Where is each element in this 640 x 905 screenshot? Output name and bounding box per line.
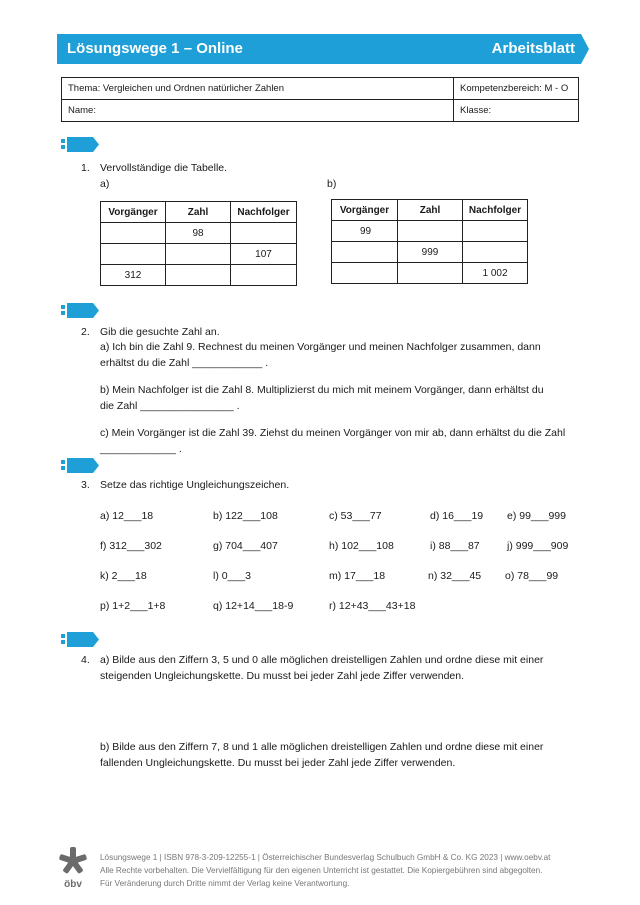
logo-text: öbv bbox=[64, 879, 82, 889]
footer-line-3: Für Veränderung durch Dritte nimmt der Verlag keine Verantwortung. bbox=[100, 879, 350, 888]
table-a-cell: 312 bbox=[101, 265, 166, 286]
task-marker-1 bbox=[61, 137, 99, 152]
inequality-item[interactable]: l) 0___3 bbox=[213, 570, 251, 582]
table-a-cell: 107 bbox=[231, 244, 297, 265]
class-cell[interactable]: Klasse: bbox=[454, 100, 579, 122]
task2-prompt: Gib die gesuchte Zahl an. bbox=[100, 326, 220, 338]
table-a-cell[interactable] bbox=[231, 223, 297, 244]
inequality-item[interactable]: k) 2___18 bbox=[100, 570, 147, 582]
table-a-cell[interactable] bbox=[166, 244, 231, 265]
competence-cell: Kompetenzbereich: M - O bbox=[454, 78, 579, 100]
table-b-cell[interactable] bbox=[398, 263, 463, 284]
header-banner bbox=[57, 34, 585, 64]
table-b bbox=[331, 199, 528, 284]
header-doc-type: Arbeitsblatt bbox=[491, 40, 575, 57]
task3-number: 3. bbox=[81, 479, 90, 491]
task1-a-label: a) bbox=[100, 178, 110, 190]
inequality-item[interactable]: o) 78___99 bbox=[505, 570, 559, 582]
table-b-cell[interactable] bbox=[463, 242, 528, 263]
inequality-item[interactable]: c) 53___77 bbox=[329, 510, 382, 522]
table-b-cell: 999 bbox=[398, 242, 463, 263]
topic-cell: Thema: Vergleichen und Ordnen natürlicher Zahlen bbox=[62, 78, 454, 100]
task2-b-line2: die Zahl ________________ . bbox=[100, 400, 240, 412]
table-a-cell[interactable] bbox=[101, 244, 166, 265]
footer-line-1: Lösungswege 1 | ISBN 978-3-209-12255-1 | Österreichischer Bundesverlag Schulbuch GmbH & Co. KG 2023 | www.oebv.at bbox=[100, 853, 551, 862]
task4-a-line2: steigenden Ungleichungskette. Du musst bei jeder Zahl jede Ziffer verwenden. bbox=[100, 670, 465, 682]
header-predecessor: Vorgänger bbox=[101, 202, 166, 223]
table-b-cell[interactable] bbox=[332, 242, 398, 263]
publisher-logo bbox=[56, 847, 90, 889]
task2-b-line1: b) Mein Nachfolger ist die Zahl 8. Multiplizierst du mich mit meinem Vorgänger, dann erhältst du bbox=[100, 384, 544, 396]
table-b-cell[interactable] bbox=[398, 221, 463, 242]
inequality-item[interactable]: r) 12+43___43+18 bbox=[329, 600, 416, 612]
inequality-item[interactable]: a) 12___18 bbox=[100, 510, 154, 522]
inequality-item[interactable]: i) 88___87 bbox=[430, 540, 480, 552]
task-marker-2 bbox=[61, 303, 99, 318]
task2-number: 2. bbox=[81, 326, 90, 338]
task1-number: 1. bbox=[81, 162, 90, 174]
header-number: Zahl bbox=[166, 202, 231, 223]
task1-prompt: Vervollständige die Tabelle. bbox=[100, 162, 228, 174]
table-a-cell[interactable] bbox=[101, 223, 166, 244]
oebv-logo-icon bbox=[56, 847, 90, 889]
inequality-item[interactable]: h) 102___108 bbox=[329, 540, 394, 552]
task-marker-4 bbox=[61, 632, 99, 647]
table-b-cell[interactable] bbox=[332, 263, 398, 284]
table-a-cell[interactable] bbox=[231, 265, 297, 286]
task4-b-line1: b) Bilde aus den Ziffern 7, 8 und 1 alle möglichen dreistelligen Zahlen und ordne diese mit einer bbox=[100, 741, 544, 753]
header-title: Lösungswege 1 – Online bbox=[67, 40, 243, 57]
header-successor: Nachfolger bbox=[231, 202, 297, 223]
task2-a-line1: a) Ich bin die Zahl 9. Rechnest du meinen Vorgänger und meinen Nachfolger zusammen, dann bbox=[100, 341, 541, 353]
table-a-cell[interactable] bbox=[166, 265, 231, 286]
task4-a-line1: a) Bilde aus den Ziffern 3, 5 und 0 alle möglichen dreistelligen Zahlen und ordne diese mit einer bbox=[100, 654, 544, 666]
table-b-cell: 1 002 bbox=[463, 263, 528, 284]
inequality-item[interactable]: g) 704___407 bbox=[213, 540, 278, 552]
name-cell[interactable]: Name: bbox=[62, 100, 454, 122]
inequality-item[interactable]: m) 17___18 bbox=[329, 570, 386, 582]
inequality-item[interactable]: b) 122___108 bbox=[213, 510, 278, 522]
inequality-item[interactable]: j) 999___909 bbox=[507, 540, 569, 552]
inequality-item[interactable]: p) 1+2___1+8 bbox=[100, 600, 166, 612]
header-number: Zahl bbox=[398, 200, 463, 221]
task3-prompt: Setze das richtige Ungleichungszeichen. bbox=[100, 479, 290, 491]
table-a-cell: 98 bbox=[166, 223, 231, 244]
table-b-cell: 99 bbox=[332, 221, 398, 242]
inequality-item[interactable]: d) 16___19 bbox=[430, 510, 484, 522]
table-b-cell[interactable] bbox=[463, 221, 528, 242]
inequality-item[interactable]: q) 12+14___18-9 bbox=[213, 600, 294, 612]
header-predecessor: Vorgänger bbox=[332, 200, 398, 221]
footer-line-2: Alle Rechte vorbehalten. Die Vervielfältigung für den eigenen Unterricht ist gestattet. Die Kopiergebühren sind abgegolten. bbox=[100, 866, 543, 875]
inequality-item[interactable]: e) 99___999 bbox=[507, 510, 566, 522]
task4-b-line2: fallenden Ungleichungskette. Du musst bei jeder Zahl jede Ziffer verwenden. bbox=[100, 757, 456, 769]
task2-c-line1: c) Mein Vorgänger ist die Zahl 39. Ziehst du meinen Vorgänger von mir ab, dann erhältst du die Zahl bbox=[100, 427, 566, 439]
table-a bbox=[100, 201, 297, 286]
task-marker-3 bbox=[61, 458, 99, 473]
info-table bbox=[61, 77, 579, 122]
inequality-item[interactable]: n) 32___45 bbox=[428, 570, 482, 582]
inequality-item[interactable]: f) 312___302 bbox=[100, 540, 162, 552]
task2-c-line2: _____________ . bbox=[100, 443, 182, 455]
header-successor: Nachfolger bbox=[463, 200, 528, 221]
task1-b-label: b) bbox=[327, 178, 337, 190]
task4-number: 4. bbox=[81, 654, 90, 666]
footer bbox=[100, 851, 590, 890]
task2-a-line2: erhältst du die Zahl ____________ . bbox=[100, 357, 269, 369]
